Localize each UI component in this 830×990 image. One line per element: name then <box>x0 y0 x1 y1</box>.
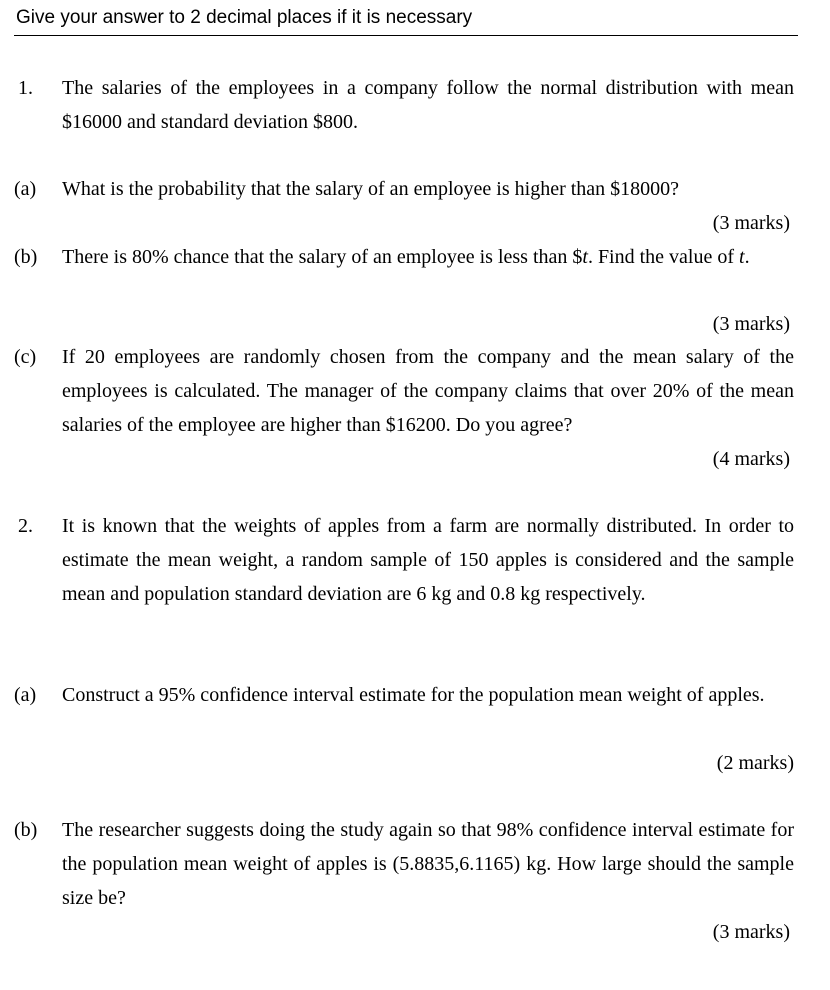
instruction-header <box>14 4 798 36</box>
question-1c-marks: (4 marks) <box>712 448 790 470</box>
question-1-number: 1. <box>18 77 33 99</box>
question-2b-text: The researcher suggests doing the study again so that 98% confidence interval estimate for the population mean weight of apples is (5.8835,6.1165) kg. How large should the sample size be? <box>62 819 794 909</box>
question-1a-text: What is the probability that the salary of an employee is higher than $18000? <box>62 178 680 200</box>
question-1b-text <box>62 240 794 274</box>
question-2a-text: Construct a 95% confidence interval estimate for the population mean weight of apples. <box>62 684 765 706</box>
question-2b-marks: (3 marks) <box>712 921 790 943</box>
question-1-text: The salaries of the employees in a company follow the normal distribution with mean $16000 and standard deviation $800. <box>62 77 794 133</box>
question-2b-label: (b) <box>14 819 38 841</box>
question-1b-label: (b) <box>14 246 38 268</box>
variable-t: t <box>739 246 745 268</box>
question-1c-label: (c) <box>14 346 37 368</box>
question-1b-text-middle: . Find the value of <box>587 246 740 268</box>
question-2-text: It is known that the weights of apples from a farm are normally distributed. In order to estimate the mean weight, a random sample of 150 apples is considered and the sample mean and population standard deviation are 6 kg and 0.8 kg respectively. <box>62 515 794 605</box>
variable-t: t <box>582 246 588 268</box>
question-1a-label: (a) <box>14 178 37 200</box>
instruction-text: Give your answer to 2 decimal places if it is necessary <box>16 7 473 28</box>
question-1b-marks: (3 marks) <box>712 313 790 335</box>
question-1c-text: If 20 employees are randomly chosen from the company and the mean salary of the employees is calculated. The manager of the company claims that over 20% of the mean salaries of the employee are higher than $16200. Do you agree? <box>62 346 794 436</box>
question-2a-label: (a) <box>14 684 37 706</box>
question-2-number: 2. <box>18 515 33 537</box>
question-1b-text-start: There is 80% chance that the salary of an employee is less than $ <box>62 246 583 268</box>
question-1a-marks: (3 marks) <box>712 212 790 234</box>
question-2a-marks: (2 marks) <box>716 752 794 774</box>
question-1b-text-end: . <box>744 246 750 268</box>
